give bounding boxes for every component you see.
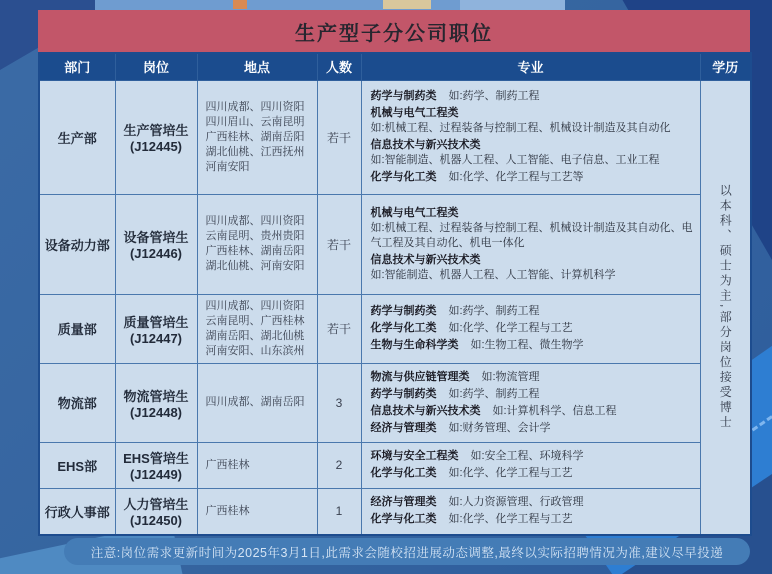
major-group xyxy=(371,321,694,336)
position-code: (J12447) xyxy=(129,330,183,346)
major-group xyxy=(371,170,694,185)
major-category: 生物与生命科学类 xyxy=(370,339,459,351)
major-detail: 如:化学、化学工程与工艺 xyxy=(448,322,573,334)
headcount-cell: 2 xyxy=(317,442,361,488)
major-group xyxy=(371,387,694,402)
major-category: 机械与电气工程类 xyxy=(370,206,459,219)
major-category: 环境与安全工程类 xyxy=(370,450,459,462)
department-cell: 行政人事部 xyxy=(39,488,115,535)
education-note: 以本科、硕士为主,部分岗位接受博士 xyxy=(718,184,733,431)
title-banner xyxy=(38,10,750,52)
major-category: 化学与化工类 xyxy=(370,467,437,479)
position-code: (J12449) xyxy=(129,467,183,482)
major-detail: 如:机械工程、过程装备与控制工程、机械设计制造及其自动化 xyxy=(370,122,671,134)
page-title: 生产型子分公司职位 xyxy=(295,22,493,45)
position-code: (J12446) xyxy=(129,246,183,261)
major-group xyxy=(371,466,694,481)
major-detail: 如:财务管理、会计学 xyxy=(448,421,551,434)
position-code: (J12448) xyxy=(129,404,183,420)
majors-cell xyxy=(361,488,700,535)
footer-note-pill xyxy=(64,538,750,565)
location-cell: 四川成都、湖南岳阳 xyxy=(197,363,317,442)
position-cell xyxy=(115,363,197,442)
major-group xyxy=(371,449,694,464)
position-name: 设备管培生 xyxy=(123,230,189,245)
major-group xyxy=(371,206,694,251)
major-detail: 如:智能制造、机器人工程、人工智能、计算机科学 xyxy=(370,268,616,281)
major-detail: 如:物流管理 xyxy=(481,370,540,383)
table-row xyxy=(39,294,751,363)
col-header-department: 部门 xyxy=(39,53,115,80)
bg-top-light-band xyxy=(460,0,565,10)
job-table-body xyxy=(39,80,751,535)
table-row xyxy=(39,194,751,294)
department-cell: 设备动力部 xyxy=(39,194,115,294)
major-category: 经济与管理类 xyxy=(370,421,437,434)
position-name: 物流管培生 xyxy=(123,388,189,404)
major-category: 药学与制药类 xyxy=(370,387,437,400)
col-header-education: 学历 xyxy=(700,53,751,80)
major-group xyxy=(371,253,694,283)
table-row xyxy=(39,488,751,535)
major-group xyxy=(371,495,694,510)
major-detail: 如:计算机科学、信息工程 xyxy=(492,404,617,417)
col-header-headcount: 人数 xyxy=(317,53,361,80)
major-group xyxy=(371,106,694,136)
footer-note-text: 注意:岗位需求更新时间为2025年3月1日,此需求会随校招进展动态调整,最终以实际招聘情况为准,建议尽早投递 xyxy=(90,545,724,560)
major-detail: 如:智能制造、机器人工程、人工智能、电子信息、工业工程 xyxy=(370,154,660,166)
major-category: 药学与制药类 xyxy=(370,305,437,317)
col-header-major: 专业 xyxy=(361,53,700,80)
department-cell: 物流部 xyxy=(39,363,115,442)
position-cell xyxy=(115,194,197,294)
major-category: 化学与化工类 xyxy=(370,513,437,526)
education-cell xyxy=(700,80,751,535)
major-group xyxy=(371,370,694,385)
position-name: 质量管培生 xyxy=(123,314,189,330)
col-header-location: 地点 xyxy=(197,53,317,80)
majors-cell xyxy=(361,80,700,194)
major-category: 化学与化工类 xyxy=(370,322,437,334)
major-category: 信息技术与新兴技术类 xyxy=(370,139,481,151)
majors-cell xyxy=(361,442,700,488)
position-name: 人力管培生 xyxy=(123,497,189,513)
major-detail: 如:人力资源管理、行政管理 xyxy=(448,496,584,509)
major-detail: 如:化学、化学工程与工艺 xyxy=(448,513,573,526)
major-detail: 如:药学、制药工程 xyxy=(448,387,540,400)
major-category: 物流与供应链管理类 xyxy=(370,370,470,383)
header-row xyxy=(39,53,751,80)
majors-cell xyxy=(361,294,700,363)
major-detail: 如:化学、化学工程与工艺等 xyxy=(448,171,584,183)
department-cell: EHS部 xyxy=(39,442,115,488)
major-detail: 如:药学、制药工程 xyxy=(448,90,540,102)
position-name: EHS管培生 xyxy=(123,451,189,466)
major-category: 经济与管理类 xyxy=(370,496,437,509)
headcount-cell: 3 xyxy=(317,363,361,442)
location-cell: 四川成都、四川资阳 四川眉山、云南昆明 广西桂林、湖南岳阳 湖北仙桃、江西抚州 河南安阳 xyxy=(197,80,317,194)
major-group xyxy=(371,512,694,527)
major-detail: 如:药学、制药工程 xyxy=(448,305,540,317)
major-group xyxy=(371,304,694,319)
major-group xyxy=(371,338,694,353)
major-detail: 如:机械工程、过程装备与控制工程、机械设计制造及其自动化、电气工程及其自动化、机电一体化 xyxy=(370,221,693,249)
position-cell xyxy=(115,80,197,194)
col-header-position: 岗位 xyxy=(115,53,197,80)
location-cell: 四川成都、四川资阳 云南昆明、贵州贵阳 广西桂林、湖南岳阳 湖北仙桃、河南安阳 xyxy=(197,194,317,294)
major-detail: 如:化学、化学工程与工艺 xyxy=(448,467,573,479)
table-row xyxy=(39,363,751,442)
major-group xyxy=(371,138,694,168)
location-cell: 四川成都、四川资阳 云南昆明、广西桂林 湖南岳阳、湖北仙桃 河南安阳、山东滨州 xyxy=(197,294,317,363)
bg-top-orange-accent xyxy=(233,0,247,9)
headcount-cell: 若干 xyxy=(317,80,361,194)
major-group xyxy=(371,421,694,436)
major-category: 机械与电气工程类 xyxy=(370,107,459,119)
headcount-cell: 1 xyxy=(317,488,361,535)
position-cell xyxy=(115,294,197,363)
position-code: (J12445) xyxy=(129,139,183,154)
location-cell: 广西桂林 xyxy=(197,442,317,488)
majors-cell xyxy=(361,363,700,442)
jobs-table-wrap xyxy=(38,52,750,536)
major-detail: 如:生物工程、微生物学 xyxy=(470,339,584,351)
major-category: 化学与化工类 xyxy=(370,171,437,183)
jobs-table xyxy=(38,52,752,536)
headcount-cell: 若干 xyxy=(317,294,361,363)
major-detail: 如:安全工程、环境科学 xyxy=(470,450,584,462)
table-row xyxy=(39,80,751,194)
department-cell: 生产部 xyxy=(39,80,115,194)
location-cell: 广西桂林 xyxy=(197,488,317,535)
department-cell: 质量部 xyxy=(39,294,115,363)
bg-top-tan-accent xyxy=(383,0,431,9)
position-cell xyxy=(115,488,197,535)
major-category: 信息技术与新兴技术类 xyxy=(370,253,481,266)
major-category: 信息技术与新兴技术类 xyxy=(370,404,481,417)
major-group xyxy=(371,89,694,104)
major-group xyxy=(371,404,694,419)
major-category: 药学与制药类 xyxy=(370,90,437,102)
position-code: (J12450) xyxy=(129,513,183,529)
table-row xyxy=(39,442,751,488)
headcount-cell: 若干 xyxy=(317,194,361,294)
position-cell xyxy=(115,442,197,488)
majors-cell xyxy=(361,194,700,294)
position-name: 生产管培生 xyxy=(123,123,189,138)
